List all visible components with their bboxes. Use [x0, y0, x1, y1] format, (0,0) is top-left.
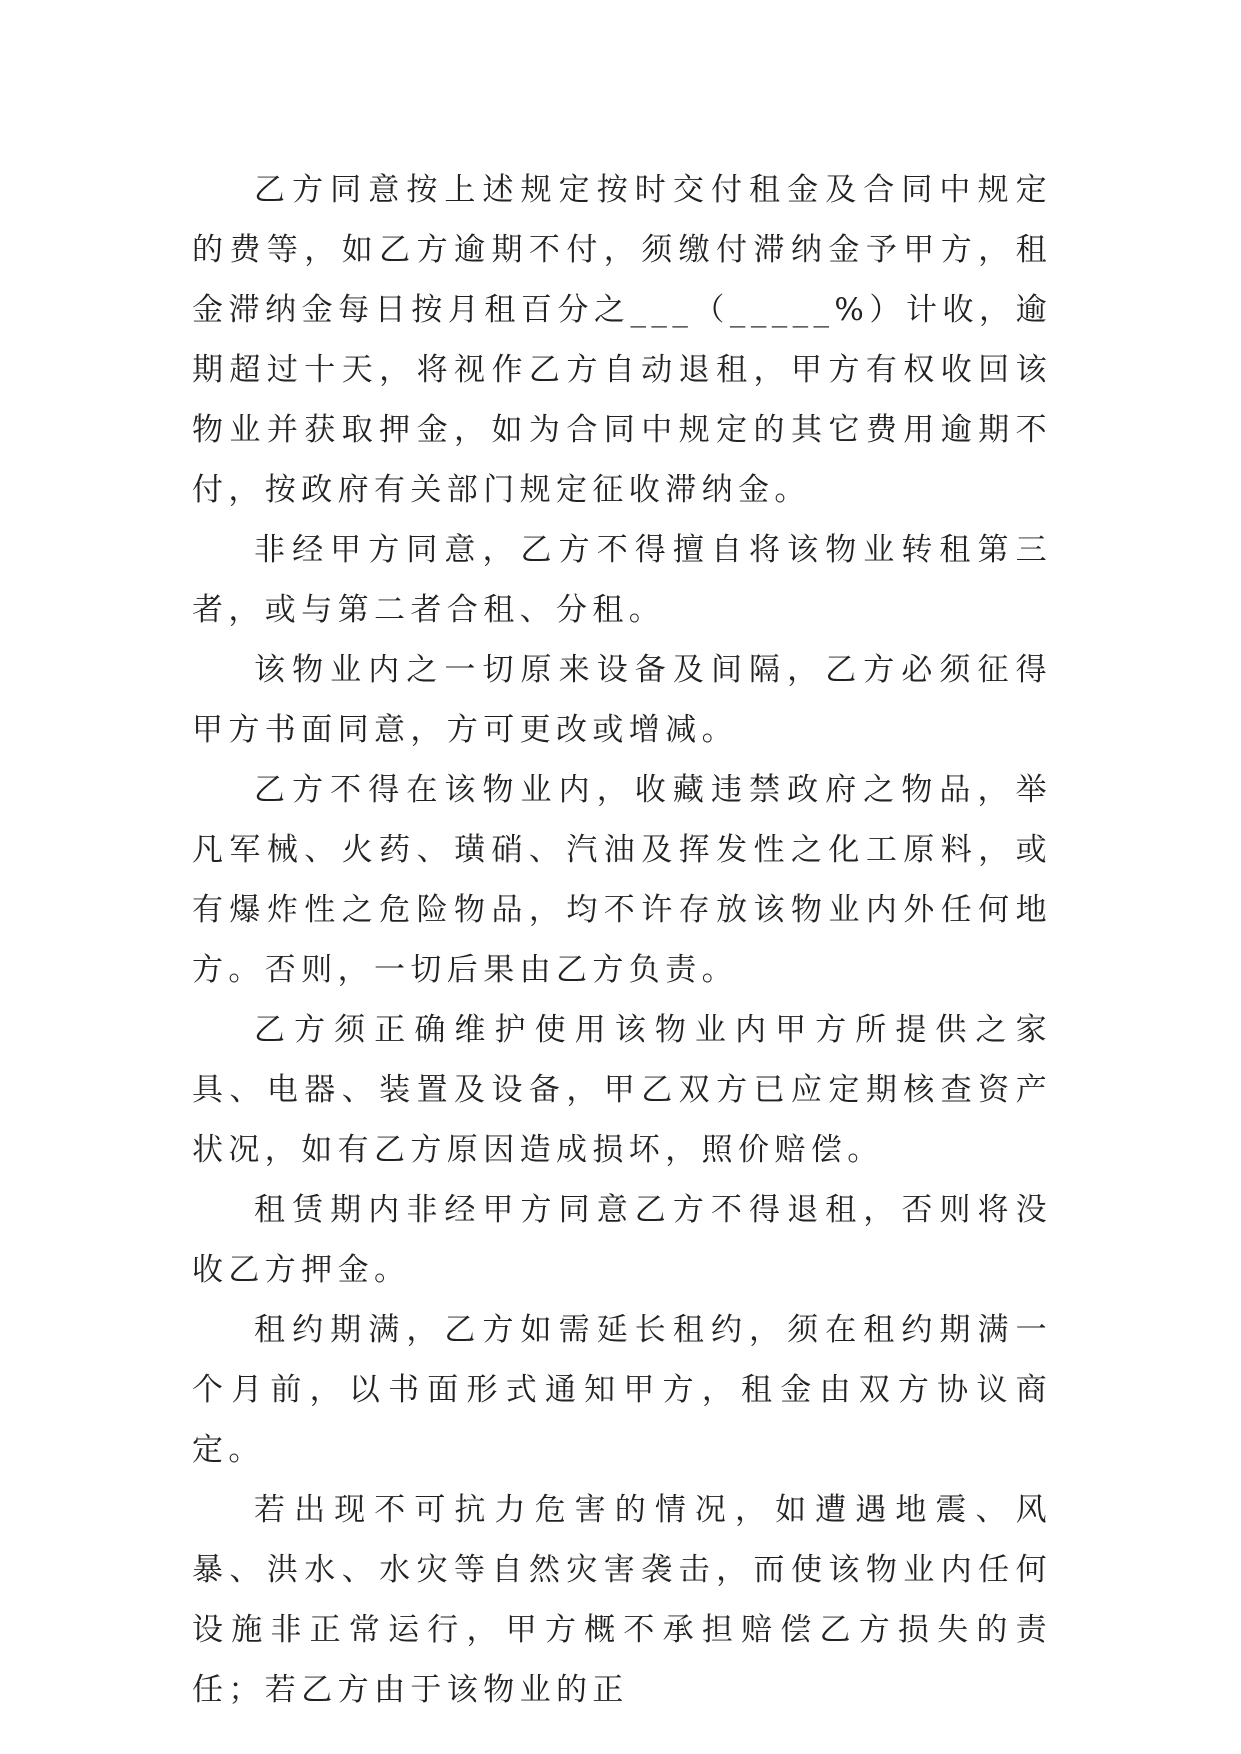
document-body	[192, 160, 1052, 1720]
paragraph-early-termination: 租赁期内非经甲方同意乙方不得退租，否则将没收乙方押金。	[192, 1192, 1052, 1288]
paragraph-prohibited-items: 乙方不得在该物业内，收藏违禁政府之物品，举凡军械、火药、璜硝、汽油及挥发性之化工原料，或有爆炸性之危险物品，均不许存放该物业内外任何地方。否则，一切后果由乙方负责。	[192, 772, 1052, 988]
paragraph-sublease: 非经甲方同意，乙方不得擅自将该物业转租第三者，或与第二者合租、分租。	[192, 532, 1052, 628]
paragraph-alterations: 该物业内之一切原来设备及间隔，乙方必须征得甲方书面同意，方可更改或增减。	[192, 652, 1052, 748]
paragraph-late-payment: 乙方同意按上述规定按时交付租金及合同中规定的费等，如乙方逾期不付，须缴付滞纳金予甲方，租金滞纳金每日按月租百分之___（_____%）计收，逾期超过十天，将视作乙方自动退租，甲方有权收回该物业并获取押金，如为合同中规定的其它费用逾期不付，按政府有关部门规定征收滞纳金。	[192, 172, 1052, 508]
paragraph-force-majeure: 若出现不可抗力危害的情况，如遭遇地震、风暴、洪水、水灾等自然灾害袭击，而使该物业内任何设施非正常运行，甲方概不承担赔偿乙方损失的责任；若乙方由于该物业的正	[192, 1492, 1052, 1708]
paragraph-maintenance: 乙方须正确维护使用该物业内甲方所提供之家具、电器、装置及设备，甲乙双方已应定期核查资产状况，如有乙方原因造成损坏，照价赔偿。	[192, 1012, 1052, 1168]
paragraph-renewal: 租约期满，乙方如需延长租约，须在租约期满一个月前，以书面形式通知甲方，租金由双方协议商定。	[192, 1312, 1052, 1468]
